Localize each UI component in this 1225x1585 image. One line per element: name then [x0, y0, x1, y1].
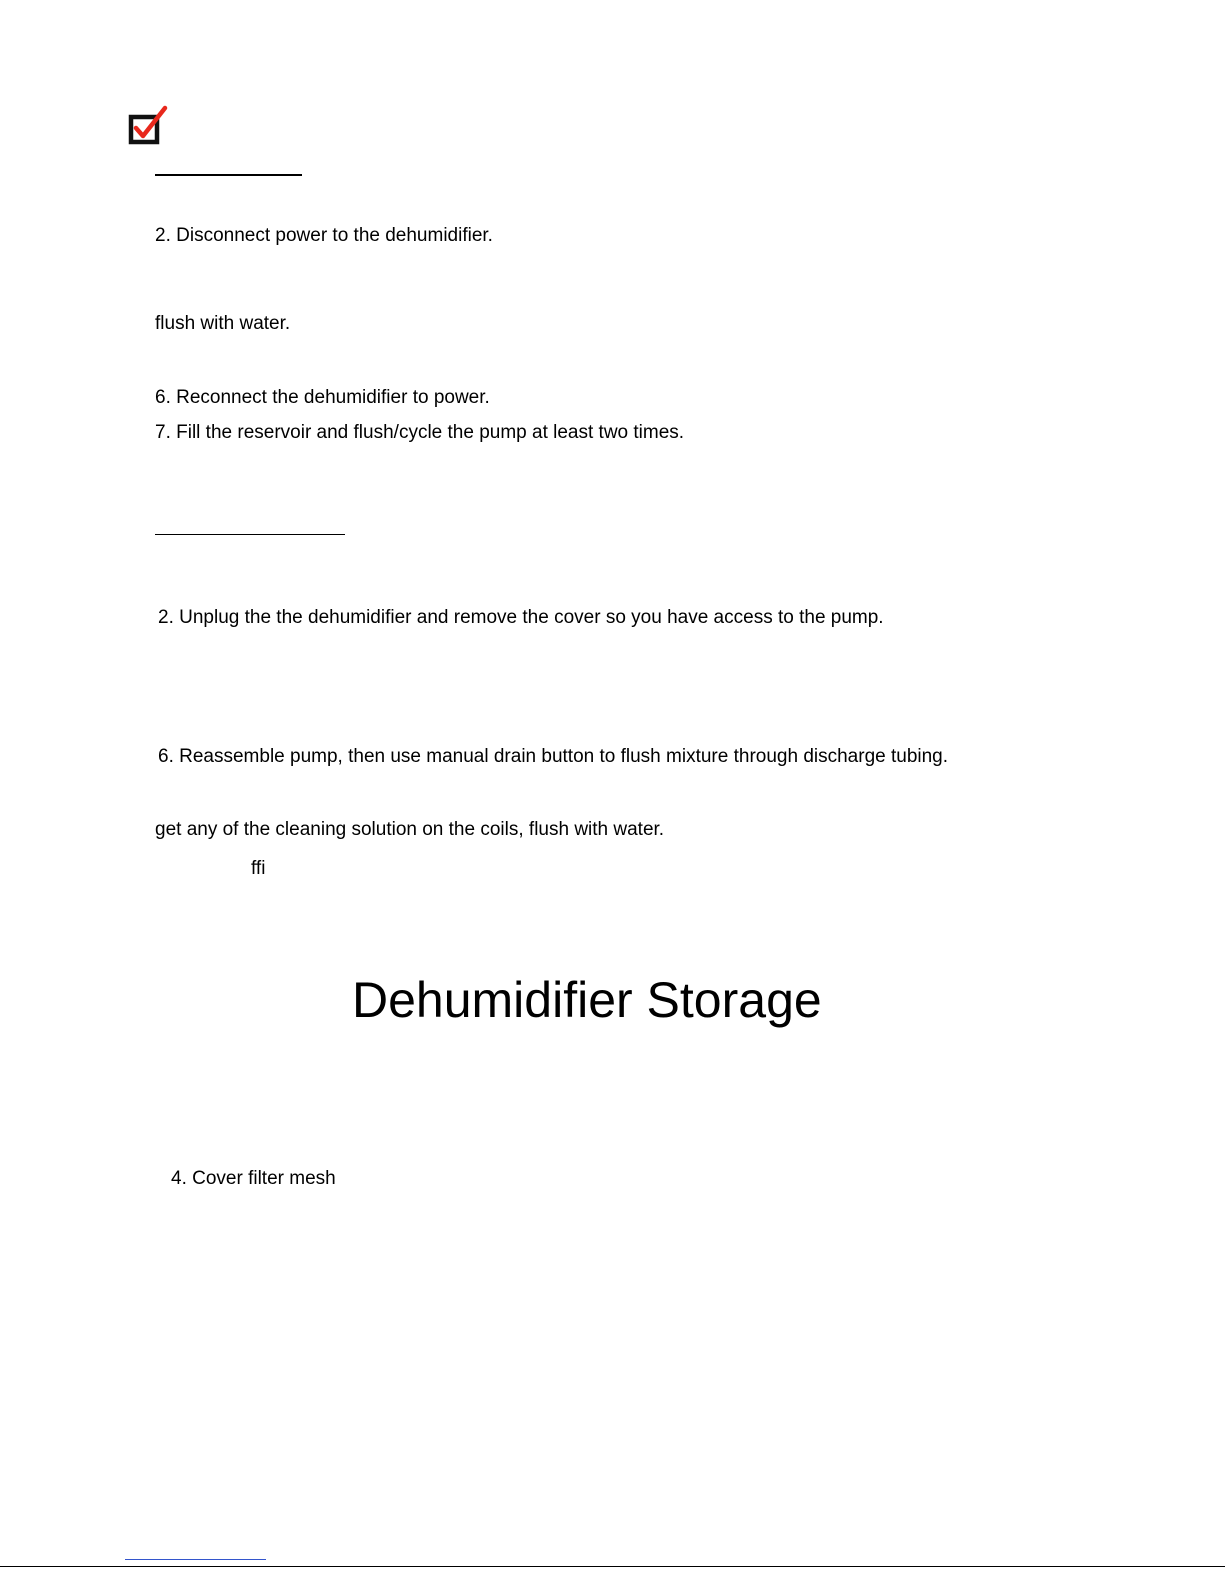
storage-section-title: Dehumidifier Storage [352, 972, 822, 1028]
pump-step-6: 6. Reassemble pump, then use manual drain button to flush mixture through discharge tubing. [158, 746, 949, 767]
pump-coils-note: get any of the cleaning solution on the coils, flush with water. [155, 819, 665, 840]
storage-step-4: 4. Cover filter mesh [171, 1168, 336, 1189]
pump-step-2: 2. Unplug the the dehumidifier and remove the cover so you have access to the pump. [158, 607, 884, 628]
text-fragment: ffi [251, 858, 266, 879]
page-bottom-border [0, 1566, 1225, 1567]
cleaning-step-6: 6. Reconnect the dehumidifier to power. [155, 387, 490, 408]
footer-link-underline [125, 1559, 266, 1560]
section-heading-underline [155, 174, 302, 176]
pump-section-heading-underline [155, 534, 345, 535]
cleaning-flush-note: flush with water. [155, 313, 291, 334]
checked-checkbox-icon [127, 104, 171, 148]
cleaning-step-2: 2. Disconnect power to the dehumidifier. [155, 225, 493, 246]
cleaning-step-7: 7. Fill the reservoir and flush/cycle the pump at least two times. [155, 422, 685, 443]
